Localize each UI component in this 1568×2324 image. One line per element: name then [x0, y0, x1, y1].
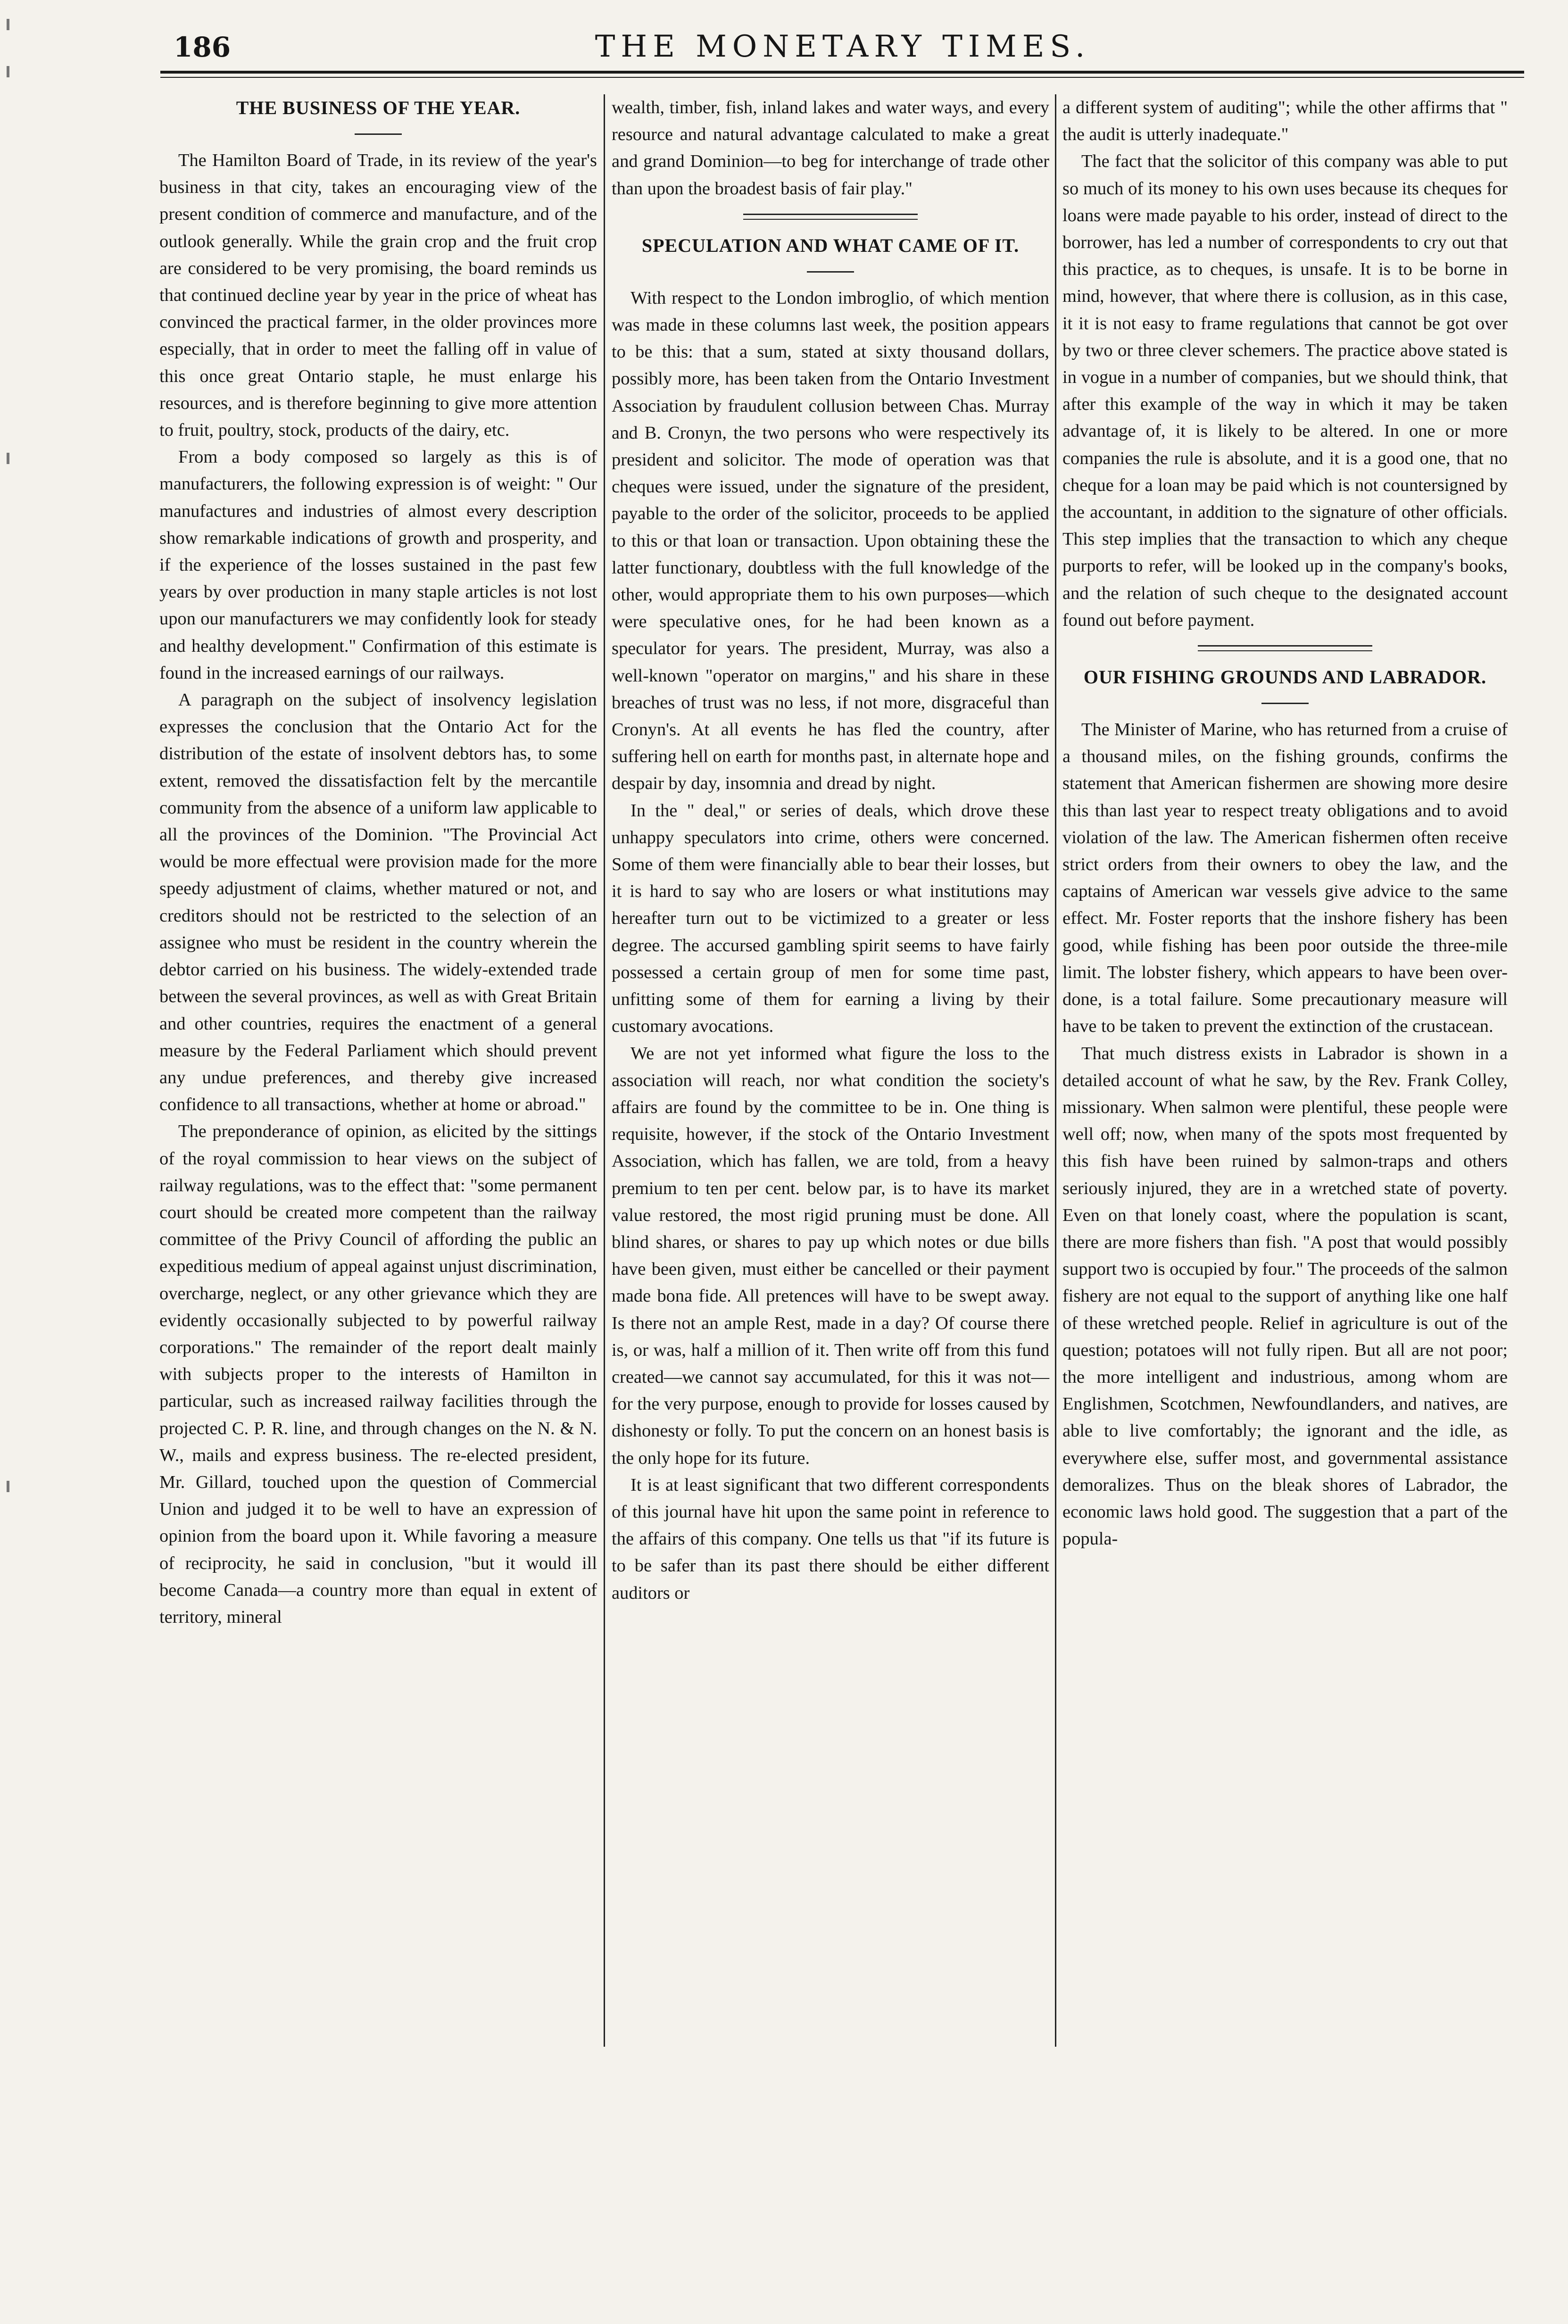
header-rule-thin: [160, 77, 1524, 78]
article-paragraph: With respect to the London imbroglio, of which mention was made in these columns last week, the position appears to be this: that a sum, stated at sixty thousand dollars, possibly more, has been taken from the Ontario Investment Association by fraudulent collusion between Chas. Murray and B. Cronyn, the two persons who were respectively its president and solicitor. The mode of operation was that cheques were issued, under the signature of the president, payable to the order of the solicitor, proceeds to be applied to this or that loan or transaction. Upon obtaining these the latter functionary, doubtless with the full knowledge of the other, would appropriate them to his own purposes—which were speculative ones, for he had been known as a speculator for years. The president, Murray, was also a well-known "operator on margins," and his share in these breaches of trust was no less, if not more, disgraceful than Cronyn's. At all events he has fled the country, after suffering hell on earth for months past, in alternate hope and despair by day, insomnia and dread by night.: [612, 288, 1049, 794]
headline-rule: [1261, 703, 1309, 704]
masthead-title: THE MONETARY TIMES.: [595, 29, 1091, 64]
article-headline: THE BUSINESS OF THE YEAR.: [236, 97, 521, 118]
article-paragraph: It is at least significant that two different correspondents of this journal have hit upon the same point in reference to the affairs of this company. One tells us that "if its future is to be safer than its past there should be either different auditors or: [612, 1475, 1049, 1603]
column-divider: [604, 94, 605, 2047]
column-2: [612, 94, 1049, 1607]
article-separator: [1198, 645, 1372, 651]
column-1: [159, 94, 597, 1631]
margin-mark: [7, 453, 9, 464]
page-number: 186: [174, 31, 231, 63]
margin-mark: [7, 1481, 9, 1492]
article-paragraph: In the " deal," or series of deals, which drove these unhappy speculators into crime, others were concerned. Some of them were financially able to bear their losses, but it is hard to say who are losers or what institutions may hereafter turn out to be victimized to a greater or less degree. The accursed gambling spirit seems to have fairly possessed a certain group of men for some time past, unfitting some of them for earning a living by their customary avocations.: [612, 800, 1049, 1037]
article-paragraph: The preponderance of opinion, as elicited by the sittings of the royal commission to hear views on the subject of railway regulations, was to the effect that: "some permanent court should be created more competent than the railway committee of the Privy Council of affording the public an expeditious medium of appeal against unjust discrimination, overcharge, neglect, or any other grievance which they are evidently occasionally subjected to by powerful railway corporations." The remainder of the report dealt mainly with subjects proper to the interests of Hamilton in particular, such as increased railway facilities through the projected C. P. R. line, and through changes on the N. & N. W., mails and express business. The re-elected president, Mr. Gillard, touched upon the question of Commercial Union and judged it to be well to have an expression of opinion from the board upon it. While favoring a measure of reciprocity, he said in conclusion, "but it would ill become Canada—a country more than equal in extent of territory, mineral: [159, 1121, 597, 1627]
page-header: [152, 29, 1534, 72]
article-paragraph: We are not yet informed what figure the loss to the association will reach, nor what condition the society's affairs are found by the committee to be in. One thing is requisite, however, if the stock of the Ontario Investment Association, which has fallen, we are told, from a heavy premium to ten per cent. below par, is to have its market value restored, the most rigid pruning must be done. All blind shares, or shares to pay up which notes or due bills have been given, must either be cancelled or their payment made bona fide. All pretences will have to be swept away. Is there not an ample Rest, made in a day? Of course there is, or was, half a million of it. Then write off from this fund created—we cannot say accumulated, for this it was not—for the very purpose, enough to provide for losses caused by dishonesty or folly. To put the concern on an honest basis is the only hope for its future.: [612, 1043, 1049, 1468]
article-headline: OUR FISHING GROUNDS AND LABRADOR.: [1083, 666, 1487, 688]
margin-mark: [7, 19, 9, 30]
article-continuation: a different system of auditing"; while the other affirms that " the audit is utterly inadequate.": [1062, 98, 1508, 145]
headline-rule: [807, 271, 854, 273]
article-paragraph: A paragraph on the subject of insolvency legislation expresses the conclusion that the Ontario Act for the distribution of the estate of insolvent debtors has, to some extent, removed the dissatisfaction felt by the mercantile community from the absence of a uniform law applicable to all the provinces of the Dominion. "The Provincial Act would be more effectual were provision made for the more speedy adjustment of claims, whether matured or not, and creditors should not be restricted to the selection of an assignee who must be resident in the country wherein the debtor carried on his business. The widely-extended trade between the several provinces, as well as with Great Britain and other countries, requires the enactment of a general measure by the Federal Parliament which should prevent any undue preferences, and thereby give increased confidence to all transactions, whether at home or abroad.": [159, 690, 597, 1115]
header-rule: [160, 71, 1524, 74]
article-separator: [743, 214, 918, 220]
article-paragraph: The Minister of Marine, who has returned from a cruise of a thousand miles, on the fishing grounds, confirms the statement that American fishermen are showing more desire this than last year to respect treaty obligations and to avoid violation of the law. The American fishermen often receive strict orders from their owners to obey the law, and the captains of American war vessels give advice to the same effect. Mr. Foster reports that the inshore fishery has been good, while fishing has been poor outside the three-mile limit. The lobster fishery, which appears to have been over-done, is a total failure. Some precautionary measure will have to be taken to prevent the extinction of the crustacean.: [1062, 720, 1508, 1037]
article-paragraph: That much distress exists in Labrador is shown in a detailed account of what he saw, by the Rev. Frank Colley, missionary. When salmon were plentiful, these people were well off; now, when many of the spots most frequented by this fish have been ruined by salmon-traps and others seriously injured, they are in a wretched state of poverty. Even on that lonely coast, where the population is scant, there are more fishers than fish. "A post that would possibly support two is occupied by four." The proceeds of the salmon fishery are not equal to the support of anything like one half of these wretched people. Relief in agriculture is out of the question; potatoes will not fully ripen. But all are not poor; the more intelligent and industrious, among whom are Englishmen, Scotchmen, Newfoundlanders, and natives, are able to live comfortably; the ignorant and the idle, as everywhere else, suffer most, and governmental assistance demoralizes. Thus on the bleak shores of Labrador, the economic laws hold good. The suggestion that a part of the popula-: [1062, 1043, 1508, 1549]
article-paragraph: The Hamilton Board of Trade, in its review of the year's business in that city, takes an encouraging view of the present condition of commerce and manufacture, and of the outlook generally. While the grain crop and the fruit crop are considered to be very promising, the board reminds us that continued decline year by year in the price of wheat has convinced the practical farmer, in the older provinces more especially, that in order to meet the falling off in value of this once great Ontario staple, he must enlarge his resources, and is therefore beginning to give more attention to fruit, poultry, stock, products of the dairy, etc.: [159, 150, 597, 440]
margin-mark: [7, 66, 9, 77]
article-continuation: wealth, timber, fish, inland lakes and water ways, and every resource and natural advantage calculated to make a great and grand Dominion—to beg for interchange of trade other than upon the broadest basis of fair play.": [612, 98, 1049, 199]
article-headline: SPECULATION AND WHAT CAME OF IT.: [641, 234, 1020, 256]
article-paragraph: From a body composed so largely as this is of manufacturers, the following expression is of weight: " Our manufactures and industries of almost every description show remarkable indications of growth and prosperity, and if the experience of the losses sustained in the past few years by over production in many staple articles is not lost upon our manufacturers we may confidently look for steady and healthy development." Confirmation of this estimate is found in the increased earnings of our railways.: [159, 447, 597, 683]
column-divider: [1055, 94, 1056, 2047]
column-3: [1062, 94, 1508, 1552]
headline-rule: [355, 133, 402, 135]
article-paragraph: The fact that the solicitor of this company was able to put so much of its money to his own uses because its cheques for loans were made payable to his order, instead of direct to the borrower, has led a number of correspondents to cry out that this practice, as to cheques, is unsafe. It is to be borne in mind, however, that where there is collusion, as in this case, it it is not easy to frame regulations that cannot be got over by two or three clever schemers. The practice above stated is in vogue in a number of companies, but we should think, that after this example of the way in which it may be taken advantage of, it is likely to be altered. In one or more companies the rule is absolute, and it is a good one, that no cheque for a loan may be paid which is not countersigned by the accountant, in addition to the signature of other officials. This step implies that the transaction to which any cheque purports to refer, will be looked up in the company's books, and the relation of such cheque to the designated account found out before payment.: [1062, 151, 1508, 630]
